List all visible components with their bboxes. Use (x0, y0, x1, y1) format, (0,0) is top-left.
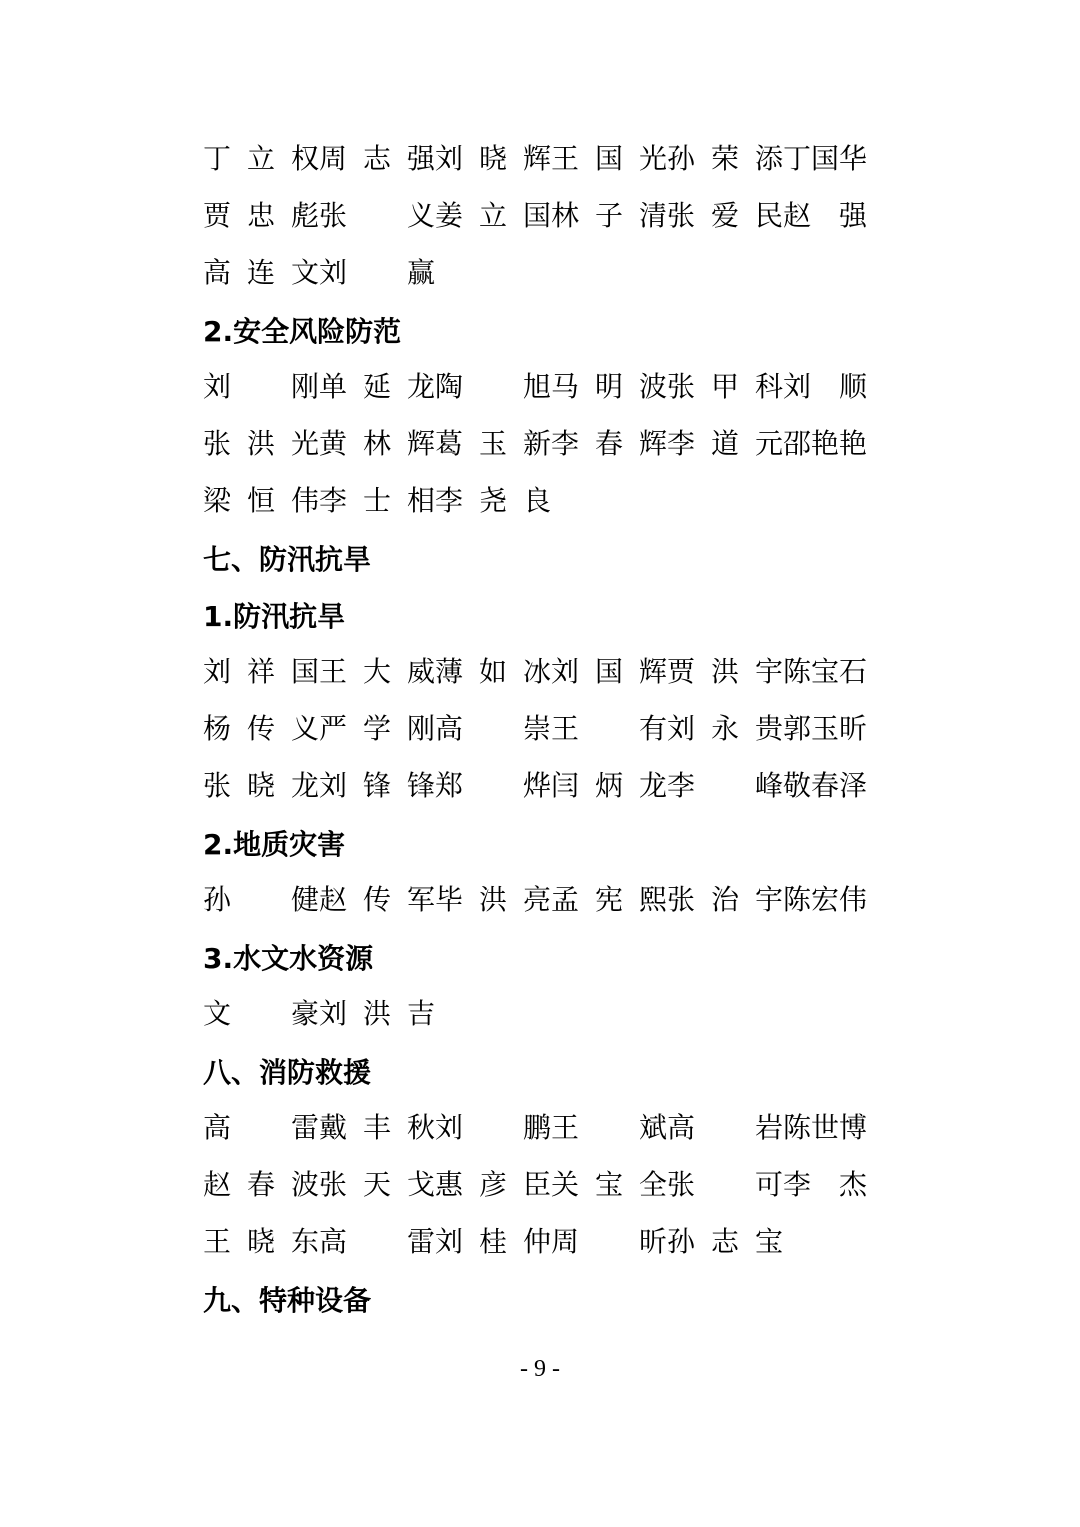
section-heading (203, 814, 883, 871)
name-row (203, 1156, 883, 1213)
person-name: 马 明 波 (551, 369, 667, 403)
section-heading (203, 586, 883, 643)
person-name: 王 国 光 (551, 141, 667, 175)
person-name: 刘 刚 (203, 369, 319, 403)
person-name: 李 尧 良 (435, 483, 551, 517)
person-name: 高 连 文 (203, 255, 319, 289)
person-name: 刘 赢 (319, 255, 435, 289)
page-number: - 9 - (520, 1356, 560, 1382)
name-row (203, 1099, 883, 1156)
person-name: 邵 艳 艳 (783, 426, 868, 460)
person-name: 刘 桂 仲 (435, 1224, 551, 1258)
name-row (203, 187, 883, 244)
section-heading-text: 2.地质灾害 (203, 827, 346, 861)
person-name: 贾 洪 宇 (667, 654, 783, 688)
person-name: 文 豪 (203, 996, 319, 1030)
person-name: 刘 国 辉 (551, 654, 667, 688)
person-name: 严 学 刚 (319, 711, 435, 745)
person-name: 刘 洪 吉 (319, 996, 435, 1030)
person-name: 郭 玉 昕 (783, 711, 868, 745)
person-name: 李 道 元 (667, 426, 783, 460)
section-heading (203, 529, 883, 586)
person-name: 张 甲 科 (667, 369, 783, 403)
name-row (203, 1213, 883, 1270)
section-heading-text: 九、特种设备 (203, 1283, 372, 1317)
person-name: 戴 丰 秋 (319, 1110, 435, 1144)
person-name: 高 崇 (435, 711, 551, 745)
person-name: 陈 宏 伟 (783, 882, 868, 916)
person-name: 陶 旭 (435, 369, 551, 403)
person-name: 刘 锋 锋 (319, 768, 435, 802)
section-heading-text: 3.水文水资源 (203, 941, 374, 975)
name-row (203, 358, 883, 415)
section-heading-text: 2.安全风险防范 (203, 314, 402, 348)
person-name: 高 雷 (319, 1224, 435, 1258)
person-name: 闫 炳 龙 (551, 768, 667, 802)
person-name: 刘 祥 国 (203, 654, 319, 688)
person-name: 张 天 戈 (319, 1167, 435, 1201)
person-name: 孙 健 (203, 882, 319, 916)
name-row (203, 700, 883, 757)
name-row (203, 130, 883, 187)
section-heading-text: 八、消防救援 (203, 1055, 372, 1089)
section-heading (203, 1042, 883, 1099)
section-heading (203, 301, 883, 358)
person-name: 李 杰 (783, 1167, 867, 1201)
person-name: 孙 荣 添 (667, 141, 783, 175)
name-row (203, 472, 883, 529)
name-row (203, 985, 883, 1042)
person-name: 薄 如 冰 (435, 654, 551, 688)
person-name: 惠 彦 臣 (435, 1167, 551, 1201)
person-name: 赵 传 军 (319, 882, 435, 916)
person-name: 张 洪 光 (203, 426, 319, 460)
person-name: 周 志 强 (319, 141, 435, 175)
person-name: 刘 永 贵 (667, 711, 783, 745)
person-name: 林 子 清 (551, 198, 667, 232)
person-name: 关 宝 全 (551, 1167, 667, 1201)
name-row (203, 415, 883, 472)
person-name: 陈 宝 石 (783, 654, 868, 688)
person-name: 王 斌 (551, 1110, 667, 1144)
person-name: 张 晓 龙 (203, 768, 319, 802)
person-name: 刘 顺 (783, 369, 867, 403)
person-name: 李 士 相 (319, 483, 435, 517)
person-name: 王 有 (551, 711, 667, 745)
person-name: 张 义 (319, 198, 435, 232)
name-row (203, 757, 883, 814)
person-name: 赵 春 波 (203, 1167, 319, 1201)
section-heading (203, 1270, 883, 1327)
person-name: 孙 志 宝 (667, 1224, 783, 1258)
person-name: 丁 国 华 (783, 141, 868, 175)
person-name: 张 治 宇 (667, 882, 783, 916)
person-name: 贾 忠 彪 (203, 198, 319, 232)
person-name: 王 晓 东 (203, 1224, 319, 1258)
person-name: 单 延 龙 (319, 369, 435, 403)
person-name: 丁 立 权 (203, 141, 319, 175)
name-row (203, 643, 883, 700)
person-name: 刘 晓 辉 (435, 141, 551, 175)
person-name: 敬 春 泽 (783, 768, 868, 802)
section-heading-text: 1.防汛抗旱 (203, 599, 346, 633)
person-name: 张 可 (667, 1167, 783, 1201)
person-name: 刘 鹏 (435, 1110, 551, 1144)
section-heading (203, 928, 883, 985)
person-name: 李 春 辉 (551, 426, 667, 460)
person-name: 高 雷 (203, 1110, 319, 1144)
person-name: 毕 洪 亮 (435, 882, 551, 916)
person-name: 张 爱 民 (667, 198, 783, 232)
person-name: 陈 世 博 (783, 1110, 868, 1144)
person-name: 李 峰 (667, 768, 783, 802)
name-row (203, 871, 883, 928)
person-name: 孟 宪 熙 (551, 882, 667, 916)
section-heading-text: 七、防汛抗旱 (203, 542, 372, 576)
person-name: 梁 恒 伟 (203, 483, 319, 517)
person-name: 黄 林 辉 (319, 426, 435, 460)
document-body (203, 130, 883, 1327)
person-name: 葛 玉 新 (435, 426, 551, 460)
person-name: 郑 烨 (435, 768, 551, 802)
person-name: 赵 强 (783, 198, 867, 232)
person-name: 杨 传 义 (203, 711, 319, 745)
person-name: 周 昕 (551, 1224, 667, 1258)
person-name: 高 岩 (667, 1110, 783, 1144)
person-name: 姜 立 国 (435, 198, 551, 232)
person-name: 王 大 威 (319, 654, 435, 688)
name-row (203, 244, 883, 301)
